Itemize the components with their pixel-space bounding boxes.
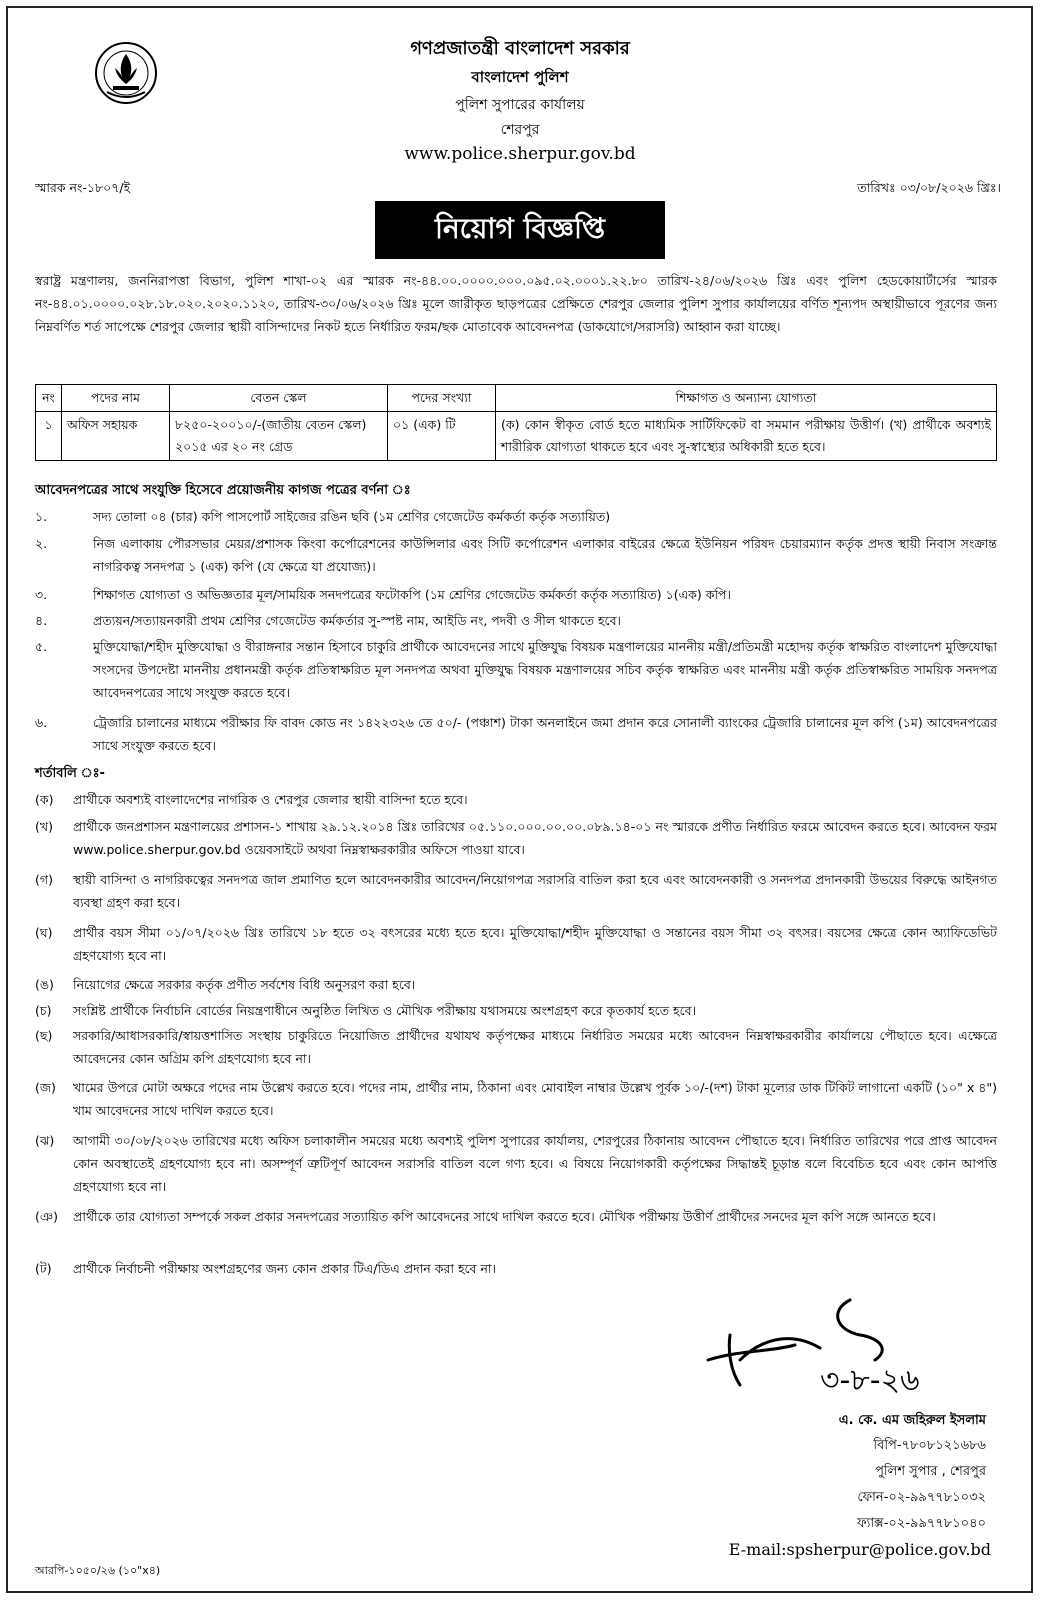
list-item <box>35 1205 997 1228</box>
item-text: সদ্য তোলা ০৪ (চার) কপি পাসপোর্ট সাইজের রঙিন ছবি (১ম শ্রেণির গেজেটেড কর্মকর্তা কর্তৃক সত্যায়িত) <box>93 509 611 524</box>
item-number: (ক) <box>35 792 54 807</box>
item-number: (ঝ) <box>35 1133 55 1148</box>
item-text: শিক্ষাগত যোগ্যতা ও অভিজ্ঞতার মূল/সাময়িক সনদপত্রের ফটোকপি (১ম শ্রেণির গেজেটেড কর্মকর্তা কর্তৃক সত্যায়িত) ১(এক) কপি। <box>93 587 732 602</box>
item-number: (ঞ) <box>35 1209 58 1224</box>
list-item <box>35 815 997 861</box>
item-number: (গ) <box>35 872 53 887</box>
col-header-post: পদের নাম <box>62 385 170 412</box>
notice-title: নিয়োগ বিজ্ঞপ্তি <box>375 201 665 259</box>
list-item <box>35 788 997 811</box>
item-number: (ঙ) <box>35 977 54 992</box>
list-item <box>35 1076 997 1122</box>
govt-title: গণপ্রজাতন্ত্রী বাংলাদেশ সরকার <box>410 38 630 59</box>
handwritten-signature <box>700 1290 990 1410</box>
item-number: ৪. <box>35 613 48 628</box>
signatory-fax: ফ্যাক্স-০২-৯৯৭৭৮১০৪০ <box>857 1516 986 1531</box>
signatory-phone: ফোন-০২-৯৯৭৭৮১০৩২ <box>857 1490 986 1505</box>
item-text: প্রার্থীর বয়স সীমা ০১/০৭/২০২৬ খ্রিঃ তারিখে ১৮ হতে ৩২ বৎসরের মধ্যে হতে হবে। মুক্তিযোদ্ধা/শহীদ মুক্তিযোদ্ধা ও সন্তানের বয়স সীমা ৩২ বৎসর। বয়সের ক্ষেত্রে কোন অ্যাফিডেভিট গ্রহণযোগ্য হবে না। <box>73 925 997 963</box>
dept-title: বাংলাদেশ পুলিশ <box>471 68 569 86</box>
item-text: প্রত্যয়ন/সত্যায়নকারী প্রথম শ্রেণির গেজেটেড কর্মকর্তার সু-স্পষ্ট নাম, আইডি নং, পদবী ও সীল থাকতে হবে। <box>93 613 621 628</box>
list-item <box>35 868 997 914</box>
list-item <box>35 505 997 528</box>
list-item <box>35 635 997 704</box>
item-number: (ঘ) <box>35 925 53 940</box>
list-item <box>35 1024 997 1070</box>
list-item <box>35 973 997 996</box>
table-row <box>36 412 997 461</box>
cell-qualification: (ক) কোন স্বীকৃত বোর্ড হতে মাধ্যমিক সার্টিফিকেট বা সমমান পরীক্ষায় উত্তীর্ণ। (খ) প্রার্থীকে অবশ্যই শারীরিক যোগ্যতা থাকতে হবে এবং সু-স্বাস্থ্যের অধিকারী হতে হবে। <box>496 412 997 461</box>
signatory-bp: বিপি-৭৮০৮১২১৬৮৬ <box>873 1438 986 1453</box>
item-text: সংশ্লিষ্ট প্রার্থীকে নির্বাচনি বোর্ডের নিয়ন্ত্রণাধীনে অনুষ্ঠিত লিখিত ও মৌখিক পরীক্ষায় যথাসময়ে অংশগ্রহণ করে কৃতকার্য হতে হবে। <box>73 1003 697 1018</box>
item-number: (ছ) <box>35 1028 53 1043</box>
memo-number: স্মারক নং-১৮০৭/ই <box>35 180 131 195</box>
office-title: পুলিশ সুপারের কার্যালয় <box>455 97 585 113</box>
signatory-email[interactable]: E-mail:spsherpur@police.gov.bd <box>728 1540 991 1559</box>
item-number: (জ) <box>35 1080 56 1095</box>
item-number: ২. <box>35 536 48 551</box>
cell-no: ১ <box>36 412 62 461</box>
item-number: (ট) <box>35 1261 52 1276</box>
list-item <box>35 921 997 967</box>
signature-date-text: ৩-৮-২৬ <box>820 1363 920 1398</box>
list-item <box>35 583 997 606</box>
item-text: ট্রেজারি চালানের মাধ্যমে পরীক্ষার ফি বাবদ কোড নং ১৪২২৩২৬ তে ৫০/- (পঞ্চাশ) টাকা অনলাইনে জমা প্রদান করে সোনালী ব্যাংকের ট্রেজারি চালানের মূল কপি (১ম) আবেদনপত্রের সাথে সংযুক্ত করতে হবে। <box>93 715 997 753</box>
footer-code: আরপি-১০৫০/২৬ (১০"x৪) <box>35 1564 161 1577</box>
item-text: প্রার্থীকে নির্বাচনী পরীক্ষায় অংশগ্রহণের জন্য কোন প্রকার টিএ/ডিএ প্রদান করা হবে না। <box>73 1261 497 1276</box>
table-header-row <box>36 385 997 412</box>
item-text: সরকারি/আধাসরকারি/স্বায়ত্তশাসিত সংস্থায় চাকুরিতে নিয়োজিত প্রার্থীদের যথাযথ কর্তৃপক্ষের মাধ্যমে নির্ধারিত সময়ের মধ্যে আবেদন নিম্নস্বাক্ষরকারীর কার্যালয়ে পৌছাতে হবে। এক্ষেত্রে আবেদনের কোন অগ্রিম কপি গ্রহণযোগ্য হবে না। <box>73 1028 997 1066</box>
col-header-count: পদের সংখ্যা <box>388 385 496 412</box>
notice-date: তারিখঃ ০৩/০৮/২০২৬ খ্রিঃ। <box>857 180 1001 195</box>
item-number: ১. <box>35 509 48 524</box>
list-item <box>35 711 997 757</box>
item-text: আগামী ৩০/০৮/২০২৬ তারিখের মধ্যে অফিস চলাকালীন সময়ের মধ্যে অবশ্যই পুলিশ সুপারের কার্যালয়, শেরপুরের ঠিকানায় আবেদন পৌছাতে হবে। নির্ধারিত তারিখের পরে প্রাপ্ত আবেদন কোন অবস্থাতেই গ্রহণযোগ্য হবে না। অসম্পূর্ণ ত্রুটিপূর্ণ আবেদন সরাসরি বাতিল বলে গণ্য হবে। এ বিষয়ে নিয়োগকারী কর্তৃপক্ষের সিদ্ধান্তই চূড়ান্ত বলে বিবেচিত হবে এবং কোন আপত্তি গ্রহণযোগ্য হবে না। <box>73 1133 997 1194</box>
list-item <box>35 999 997 1022</box>
list-item <box>35 609 997 632</box>
signatory-designation: পুলিশ সুপার , শেরপুর <box>875 1464 986 1479</box>
signatory-name: এ. কে. এম জহিরুল ইসলাম <box>838 1413 986 1428</box>
district-title: শেরপুর <box>500 122 540 138</box>
item-text: খামের উপরে মোটা অক্ষরে পদের নাম উল্লেখ করতে হবে। পদের নাম, প্রার্থীর নাম, ঠিকানা এবং মোবাইল নাম্বার উল্লেখ পূর্বক ১০/-(দশ) টাকা মূল্যের ডাক টিকিট লাগানো একটি (১০" x ৪") খাম আবেদনের সাথে দাখিল করতে হবে। <box>73 1080 997 1118</box>
item-number: (চ) <box>35 1003 52 1018</box>
documents-heading: আবেদনপত্রের সাথে সংযুক্তি হিসেবে প্রয়োজনীয় কাগজ পত্রের বর্ণনা ঃ <box>35 483 411 498</box>
item-text: নিজ এলাকায় পৌরসভার মেয়র/প্রশাসক কিংবা কর্পোরেশনের কাউন্সিলার এবং সিটি কর্পোরেশন এলাকার বাইরের ক্ষেত্রে ইউনিয়ন পরিষদ চেয়ারম্যান কর্তৃক প্রদত্ত স্থায়ী নিবাস সংক্রান্ত নাগরিকত্ব সনদপত্র ১ (এক) কপি (যে ক্ষেত্রে যা প্রযোজ্য)। <box>93 536 997 574</box>
website-link[interactable]: www.police.sherpur.gov.bd <box>404 144 636 164</box>
list-item <box>35 532 997 578</box>
item-text: মুক্তিযোদ্ধা/শহীদ মুক্তিযোদ্ধা ও বীরাঙ্গনার সন্তান হিসাবে চাকুরি প্রার্থীকে আবেদনের সাথে মুক্তিযুদ্ধ বিষয়ক মন্ত্রণালয়ের মাননীয় মন্ত্রী/প্রতিমন্ত্রী মহোদয় কর্তৃক স্বাক্ষরিত বাংলাদেশ মুক্তিযোদ্ধা সংসদের উপদেষ্টা মাননীয় প্রধানমন্ত্রী কর্তৃক প্রতিস্বাক্ষরিত মূল সনদপত্র অথবা মুক্তিযুদ্ধ বিষয়ক মন্ত্রণালয়ের সচিব কর্তৃক স্বাক্ষরিত এবং মাননীয় মন্ত্রী কর্তৃক প্রতিস্বাক্ষরিত সাময়িক সনদপত্র আবেদনপত্রের সাথে সংযুক্ত করতে হবে। <box>93 639 997 700</box>
item-text: নিয়োগের ক্ষেত্রে সরকার কর্তৃক প্রণীত সর্বশেষ বিধি অনুসরণ করা হবে। <box>73 977 416 992</box>
conditions-heading: শর্তাবলি ঃ- <box>35 766 105 781</box>
list-item <box>35 1129 997 1198</box>
list-item <box>35 1257 997 1280</box>
vacancy-table <box>35 384 997 461</box>
item-text: স্থায়ী বাসিন্দা ও নাগরিকত্বের সনদপত্র জাল প্রমাণিত হলে আবেদনকারীর আবেদন/নিয়োগপত্র সরাসরি বাতিল করা হবে এবং আবেদনকারী ও সনদপত্র প্রদানকারী উভয়ের বিরুদ্ধে আইনগত ব্যবস্থা গ্রহণ করা হবে। <box>73 872 997 910</box>
col-header-scale: বেতন স্কেল <box>170 385 388 412</box>
item-text: প্রার্থীকে তার যোগ্যতা সম্পর্কে সকল প্রকার সনদপত্রের সত্যায়িত কপি আবেদনের সাথে দাখিল করতে হবে। মৌখিক পরীক্ষায় উত্তীর্ণ প্রার্থীদের সনদের মূল কপি সঙ্গে আনতে হবে। <box>73 1209 936 1224</box>
police-emblem-icon <box>93 40 159 106</box>
item-number: (খ) <box>35 819 53 834</box>
item-text: প্রার্থীকে অবশ্যই বাংলাদেশের নাগরিক ও শেরপুর জেলার স্থায়ী বাসিন্দা হতে হবে। <box>73 792 468 807</box>
intro-paragraph: স্বরাষ্ট্র মন্ত্রণালয়, জননিরাপত্তা বিভাগ, পুলিশ শাখা-০২ এর স্মারক নং-৪৪.০০.০০০০.০০০.০৯৫.০২.০০০১.২২.৮০ তারিখ-২৪/০৬/২০২৬ খ্রিঃ এবং পুলিশ হেডকোয়ার্টার্সের স্মারক নং-৪৪.০১.০০০০.০২৮.১৮.০২০.২০২০.১১২০, তারিখ-৩০/০৬/২০২৬ খ্রিঃ মূলে জারীকৃত ছাড়পত্রের প্রেক্ষিতে শেরপুর জেলার পুলিশ সুপার কার্যালয়ের বর্ণিত শূন্যপদ অস্থায়ীভাবে পূরণের জন্য নিম্নবর্ণিত শর্ত সাপেক্ষে শেরপুর জেলার স্থায়ী বাসিন্দাদের নিকট হতে নির্ধারিত ফরম/ছক মোতাবেক আবেদনপত্র (ডাকযোগে/সরাসরি) আহ্বান করা যাচ্ছে। <box>35 273 997 334</box>
cell-count: ০১ (এক) টি <box>388 412 496 461</box>
cell-scale: ৮২৫০-২০০১০/-(জাতীয় বেতন স্কেল) ২০১৫ এর ২০ নং গ্রেড <box>170 412 388 461</box>
item-number: ৬. <box>35 715 48 730</box>
col-header-qualification: শিক্ষাগত ও অন্যান্য যোগ্যতা <box>496 385 997 412</box>
item-number: ৩. <box>35 587 48 602</box>
item-number: ৫. <box>35 639 48 654</box>
col-header-no: নং <box>36 385 62 412</box>
item-text: প্রার্থীকে জনপ্রশাসন মন্ত্রণালয়ের প্রশাসন-১ শাখায় ২৯.১২.২০১৪ খ্রিঃ তারিখের ০৫.১১০.০০০.০০.০০.০৮৯.১৪-০১ নং স্মারকে প্রণীত নির্ধারিত ফরমে আবেদন করতে হবে। আবেদন ফরম www.police.sherpur.gov.bd ওয়েবসাইটে অথবা নিম্নস্বাক্ষরকারীর অফিসে পাওয়া যাবে। <box>73 819 997 857</box>
cell-post: অফিস সহায়ক <box>62 412 170 461</box>
